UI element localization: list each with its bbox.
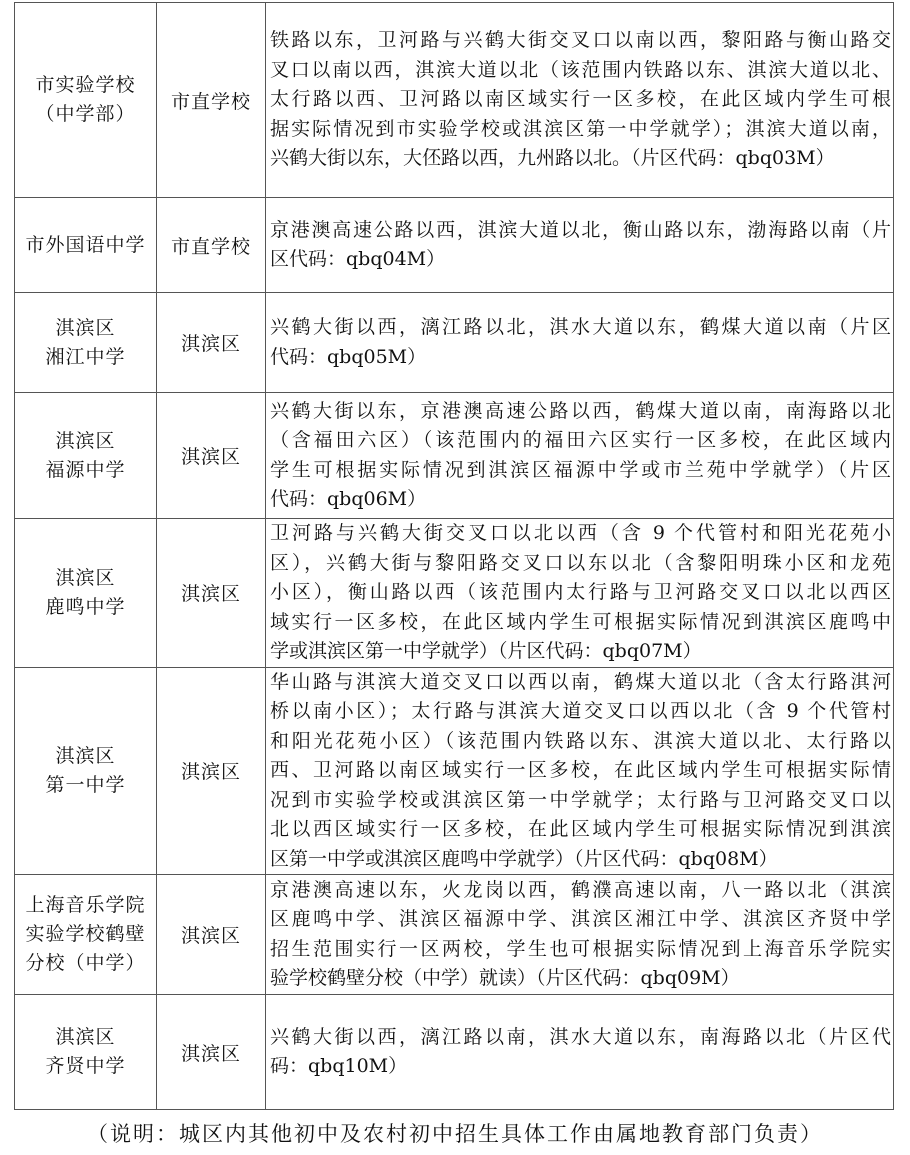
range-text-line: 西、卫河路以南区域实行一区多校，在此区域内学生可根据实际情 [270,759,891,781]
range-text-line: 区鹿鸣中学、淇滨区福源中学、淇滨区湘江中学、淇滨区齐贤中学 [270,908,891,930]
range-text-line: 叉口以南以西，淇滨大道以北（该范围内铁路以东、淇滨大道以北、 [270,58,891,81]
enrollment-range-cell [266,995,894,1110]
range-text-line: 学生可根据实际情况到淇滨区福源中学或市兰苑中学就学）（片区 [270,458,891,481]
range-text-line: 北以西区域实行一区多校，在此区域内学生可根据实际情况到淇滨 [270,818,891,840]
range-text-line: 代码：qbq05M） [270,345,427,368]
range-text-line: 京港澳高速公路以西，淇滨大道以北，衡山路以东，渤海路以南（片 [270,218,891,241]
school-type-cell: 淇滨区 [157,995,266,1110]
range-text-line: 区），兴鹤大街与黎阳路交叉口以东以北（含黎阳明珠小区和龙苑 [270,551,891,574]
range-text-line: 况到市实验学校或淇滨区第一中学就学；太行路与卫河路交叉口以 [270,788,891,811]
range-text-line: 小区），衡山路以西（该范围内太行路与卫河路交叉口以北以西区 [270,581,891,603]
enrollment-range-cell [266,393,894,519]
school-name-line: 实验学校鹤壁 [25,923,146,945]
school-name-cell [15,293,157,393]
table-row [15,667,894,875]
school-name-line: 上海音乐学院 [25,894,146,916]
school-name-line: 淇滨区 [55,316,116,339]
range-text-line: 据实际情况到市实验学校或淇滨区第一中学就学）；淇滨大道以南， [270,117,891,140]
enrollment-range-cell [266,198,894,293]
range-text-line: 验学校鹤壁分校（中学）就读）（片区代码：qbq09M） [270,967,740,989]
range-text-line: 码：qbq10M） [270,1055,408,1077]
footnote: （说明：城区内其他初中及农村初中招生具体工作由属地教育部门负责） [87,1122,823,1146]
range-text-line: 兴鹤大街以东，大伾路以西，九州路以北。（片区代码：qbq03M） [270,147,835,170]
school-type-cell: 市直学校 [157,3,266,198]
range-text-line: 兴鹤大街以西，漓江路以南，淇水大道以东，南海路以北（片区代 [270,1025,891,1048]
range-text-line: （含福田六区）（该范围内的福田六区实行一区多校，在此区域内 [270,429,891,451]
enrollment-range-cell [266,519,894,668]
range-text-line: 华山路与淇滨大道交叉口以西以南，鹤煤大道以北（含太行路淇河 [270,670,891,693]
table-row [15,875,894,995]
enrollment-range-cell [266,293,894,393]
range-text-line: 卫河路与兴鹤大街交叉口以北以西（含 9 个代管村和阳光花苑小 [270,522,891,544]
school-name-line: 湘江中学 [45,345,126,368]
range-text-line: 兴鹤大街以东，京港澳高速公路以西，鹤煤大道以南，南海路以北 [270,399,891,422]
school-name-line: 市实验学校 [35,74,136,96]
school-name-line: （中学部） [35,103,136,125]
enrollment-range-cell [266,3,894,198]
school-name-cell [15,198,157,293]
school-type-cell: 淇滨区 [157,293,266,393]
school-type-cell: 淇滨区 [157,875,266,995]
school-name-line: 分校（中学） [25,952,146,974]
school-name-cell [15,393,157,519]
range-text-line: 和阳光花苑小区）（该范围内铁路以东、淇滨大道以北、太行路以 [270,729,891,752]
school-type-cell: 淇滨区 [157,667,266,875]
school-type-cell: 淇滨区 [157,393,266,519]
table-row [15,519,894,668]
school-type-cell: 淇滨区 [157,519,266,668]
range-text-line: 域实行一区多校，在此区域内学生可根据实际情况到淇滨区鹿鸣中 [270,610,891,633]
table-row [15,198,894,293]
school-name-line: 淇滨区 [55,744,116,767]
school-name-cell [15,995,157,1110]
school-name-line: 福源中学 [45,458,126,481]
enrollment-range-cell [266,875,894,995]
school-name-line: 淇滨区 [55,566,116,589]
school-district-table [14,2,894,1110]
school-name-line: 市外国语中学 [25,233,146,256]
school-name-line: 淇滨区 [55,1026,116,1048]
range-text-line: 铁路以东，卫河路与兴鹤大街交叉口以南以西，黎阳路与衡山路交 [270,29,891,52]
range-text-line: 代码：qbq06M） [270,488,427,510]
table-row [15,293,894,393]
range-text-line: 京港澳高速以东，火龙岗以西，鹤濮高速以南，八一路以北（淇滨 [270,878,891,901]
school-name-line: 齐贤中学 [45,1055,126,1077]
school-name-line: 第一中学 [45,773,126,796]
school-name-cell [15,519,157,668]
school-type-cell: 市直学校 [157,198,266,293]
table-row [15,995,894,1110]
range-text-line: 兴鹤大街以西，漓江路以北，淇水大道以东，鹤煤大道以南（片区 [270,316,891,338]
school-name-cell [15,667,157,875]
school-name-cell [15,3,157,198]
range-text-line: 区第一中学或淇滨区鹿鸣中学就学）（片区代码：qbq08M） [270,847,778,870]
school-name-cell [15,875,157,995]
table-row [15,393,894,519]
school-name-line: 淇滨区 [55,429,116,452]
school-name-line: 鹿鸣中学 [45,595,126,618]
enrollment-range-cell [266,667,894,875]
range-text-line: 区代码：qbq04M） [270,248,446,270]
range-text-line: 桥以南小区）；太行路与淇滨大道交叉口以西以北（含 9 个代管村 [270,700,891,722]
range-text-line: 学或淇滨区第一中学就学）（片区代码：qbq07M） [270,640,702,662]
range-text-line: 招生范围实行一区两校，学生也可根据实际情况到上海音乐学院实 [270,937,891,960]
table-row [15,3,894,198]
range-text-line: 太行路以西、卫河路以南区域实行一区多校，在此区域内学生可根 [270,88,891,111]
